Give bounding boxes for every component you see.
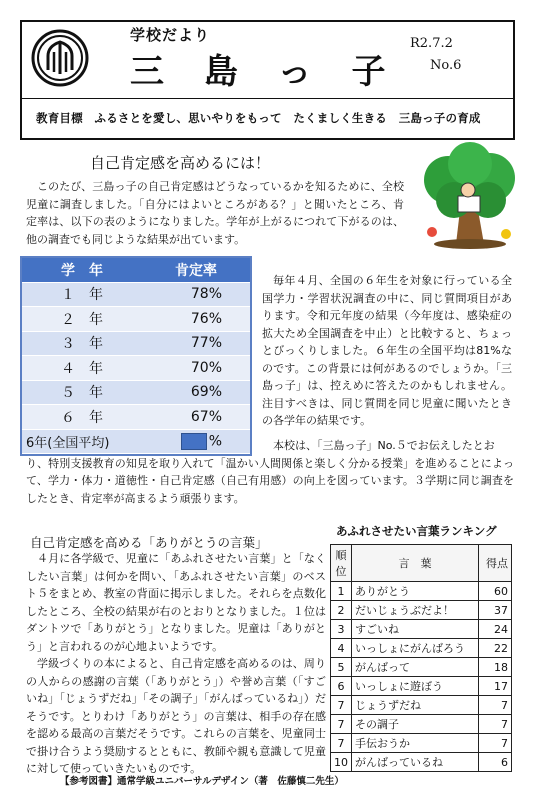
header-grade: 学 年 bbox=[22, 258, 142, 282]
grade-cell: ４ 年 bbox=[22, 356, 142, 381]
header-divider bbox=[22, 98, 513, 99]
table-row bbox=[331, 639, 512, 658]
score-cell: 22 bbox=[479, 639, 512, 658]
score-cell: 6 bbox=[479, 753, 512, 772]
score-cell: 37 bbox=[479, 601, 512, 620]
word-cell: その調子 bbox=[352, 715, 479, 734]
grade-rate-table bbox=[22, 258, 250, 454]
table-row bbox=[331, 734, 512, 753]
score-cell: 24 bbox=[479, 620, 512, 639]
rank-cell: 3 bbox=[331, 620, 352, 639]
header-rank: 順位 bbox=[331, 545, 352, 582]
newsletter-title: 三 島 っ 子 bbox=[130, 52, 400, 92]
rank-cell: 5 bbox=[331, 658, 352, 677]
word-cell: いっしょにがんばろう bbox=[352, 639, 479, 658]
rank-cell: 7 bbox=[331, 696, 352, 715]
score-cell: 60 bbox=[479, 582, 512, 601]
rate-cell: 76% bbox=[142, 307, 250, 332]
score-cell: 17 bbox=[479, 677, 512, 696]
table-row bbox=[331, 620, 512, 639]
table-row bbox=[22, 380, 250, 405]
table-header-row bbox=[22, 258, 250, 282]
grade-cell: ５ 年 bbox=[22, 380, 142, 405]
word-cell: ありがとう bbox=[352, 582, 479, 601]
education-motto: 教育目標 ふるさとを愛し、思いやりをもって たくましく生きる 三島っ子の育成 bbox=[36, 111, 481, 125]
reference-note: 【参考図書】通常学級ユニバーサルデザイン（著 佐藤慎二先生） bbox=[60, 776, 344, 787]
table-row bbox=[331, 582, 512, 601]
score-cell: 7 bbox=[479, 696, 512, 715]
rank-cell: 7 bbox=[331, 715, 352, 734]
section2-body bbox=[26, 550, 326, 778]
rank-cell: 2 bbox=[331, 601, 352, 620]
table-row bbox=[331, 601, 512, 620]
rate-cell: 67% bbox=[142, 405, 250, 430]
score-cell: 18 bbox=[479, 658, 512, 677]
word-cell: だいじょうぶだよ！ bbox=[352, 601, 479, 620]
table-row bbox=[22, 356, 250, 381]
word-cell: がんばって bbox=[352, 658, 479, 677]
word-cell: 手伝おうか bbox=[352, 734, 479, 753]
word-cell: じょうずだね bbox=[352, 696, 479, 715]
table-row bbox=[331, 696, 512, 715]
section1-right-text: 毎年４月、全国の６年生を対象に行っている全国学力・学習状況調査の中に、同じ質問項目があります。令和元年度の結果（今年度は、感染症の拡大ため全国調査を中止）と比較すると、ちょっとびっくりしました。６年生の全国平均は81%なのです。この背景には何があるのでしょうか。「三島っ子」は、控えめに答えたのかもしれません。注目すべきは、同じ質問を同じ児童に聞いたときの各学年の結果です。 bbox=[262, 274, 512, 427]
section1-follow-first: 本校は、「三島っ子」No.５でお伝えしたとお bbox=[273, 439, 495, 452]
table-row bbox=[331, 658, 512, 677]
word-cell: いっしょに遊ぼう bbox=[352, 677, 479, 696]
ranking-table bbox=[330, 544, 512, 772]
grade-cell: ６ 年 bbox=[22, 405, 142, 430]
tree-illustration-icon bbox=[410, 140, 528, 250]
score-cell: 7 bbox=[479, 734, 512, 753]
rank-cell: 6 bbox=[331, 677, 352, 696]
word-cell: がんばっているね bbox=[352, 753, 479, 772]
table-row bbox=[22, 331, 250, 356]
table-row bbox=[22, 282, 250, 307]
national-suffix: % bbox=[208, 433, 222, 450]
word-cell: すごいね bbox=[352, 620, 479, 639]
grade-cell: １ 年 bbox=[22, 282, 142, 307]
table-row bbox=[22, 307, 250, 332]
section1-follow bbox=[26, 437, 514, 507]
header-word: 言 葉 bbox=[352, 545, 479, 582]
section1-intro: このたび、三島っ子の自己肯定感はどうなっているかを知るために、全校児童に調査しました。「自分にはよいところがある？」と聞いたところ、肯定率は、以下の表のようになりました。学年が上がるにつれて下がるのは、他の調査でも同じような結果が出ています。 bbox=[26, 180, 404, 246]
table-row bbox=[22, 405, 250, 430]
national-label: 6年(全国平均) bbox=[22, 429, 142, 454]
rank-cell: 1 bbox=[331, 582, 352, 601]
rank-cell: 10 bbox=[331, 753, 352, 772]
school-seal-icon bbox=[30, 28, 90, 88]
table-row bbox=[331, 677, 512, 696]
section2-paragraph-1: ４月に各学級で、児童に「あふれさせたい言葉」と「なくしたい言葉」は何かを問い、「あふれさせたい言葉」のベスト５をまとめ、教室の背面に掲示しました。それらを点数化したところ、全校の結果が右のとおりとなりました。１位はダントツで「ありがとう」となりました。児童は「ありがとう」と言われるのが心地よいようです。 bbox=[26, 552, 326, 653]
table-row bbox=[331, 753, 512, 772]
header-rate: 肯定率 bbox=[142, 258, 250, 282]
rank-cell: 7 bbox=[331, 734, 352, 753]
rate-cell: 70% bbox=[142, 356, 250, 381]
issue-number: No.6 bbox=[430, 58, 462, 73]
grade-cell: ２ 年 bbox=[22, 307, 142, 332]
ranking-header-row bbox=[331, 545, 512, 582]
issue-date: R2.7.2 bbox=[410, 36, 453, 51]
section1-title: 自己肯定感を高めるには！ bbox=[90, 154, 271, 172]
section1-follow-rest: り、特別支援教育の知見を取り入れて「温かい人間関係と楽しく分かる授業」を進めることによって、学力・体力・道徳性・自己肯定感（自己有用感）の向上を図っています。３学期に同じ調査をしたとき、肯定率が高まるよう頑張ります。 bbox=[26, 456, 514, 505]
grade-cell: ３ 年 bbox=[22, 331, 142, 356]
header-score: 得点 bbox=[479, 545, 512, 582]
rank-cell: 4 bbox=[331, 639, 352, 658]
table-row bbox=[331, 715, 512, 734]
newsletter-series: 学校だより bbox=[130, 26, 211, 44]
section2-paragraph-2: 学級づくりの本によると、自己肯定感を高めるのは、周りの人からの感謝の言葉（「ありがとう」）や誉め言葉（「すごいね」「じょうずだね」「その調子」「がんばっているね」）だそうです。とりわけ「ありがとう」の言葉は、相手の存在感を認める最高の言葉だそうです。これらの言葉を、児童同士で掛け合うよう奨励するとともに、教師や親も意識して児童に対して使っていきたいものです。 bbox=[26, 657, 326, 775]
rate-cell: 69% bbox=[142, 380, 250, 405]
rate-cell: 78% bbox=[142, 282, 250, 307]
ranking-title: あふれさせたい言葉ランキング bbox=[336, 524, 497, 538]
score-cell: 7 bbox=[479, 715, 512, 734]
section2-title: 自己肯定感を高める「ありがとうの言葉」 bbox=[30, 535, 268, 550]
rate-cell: 77% bbox=[142, 331, 250, 356]
